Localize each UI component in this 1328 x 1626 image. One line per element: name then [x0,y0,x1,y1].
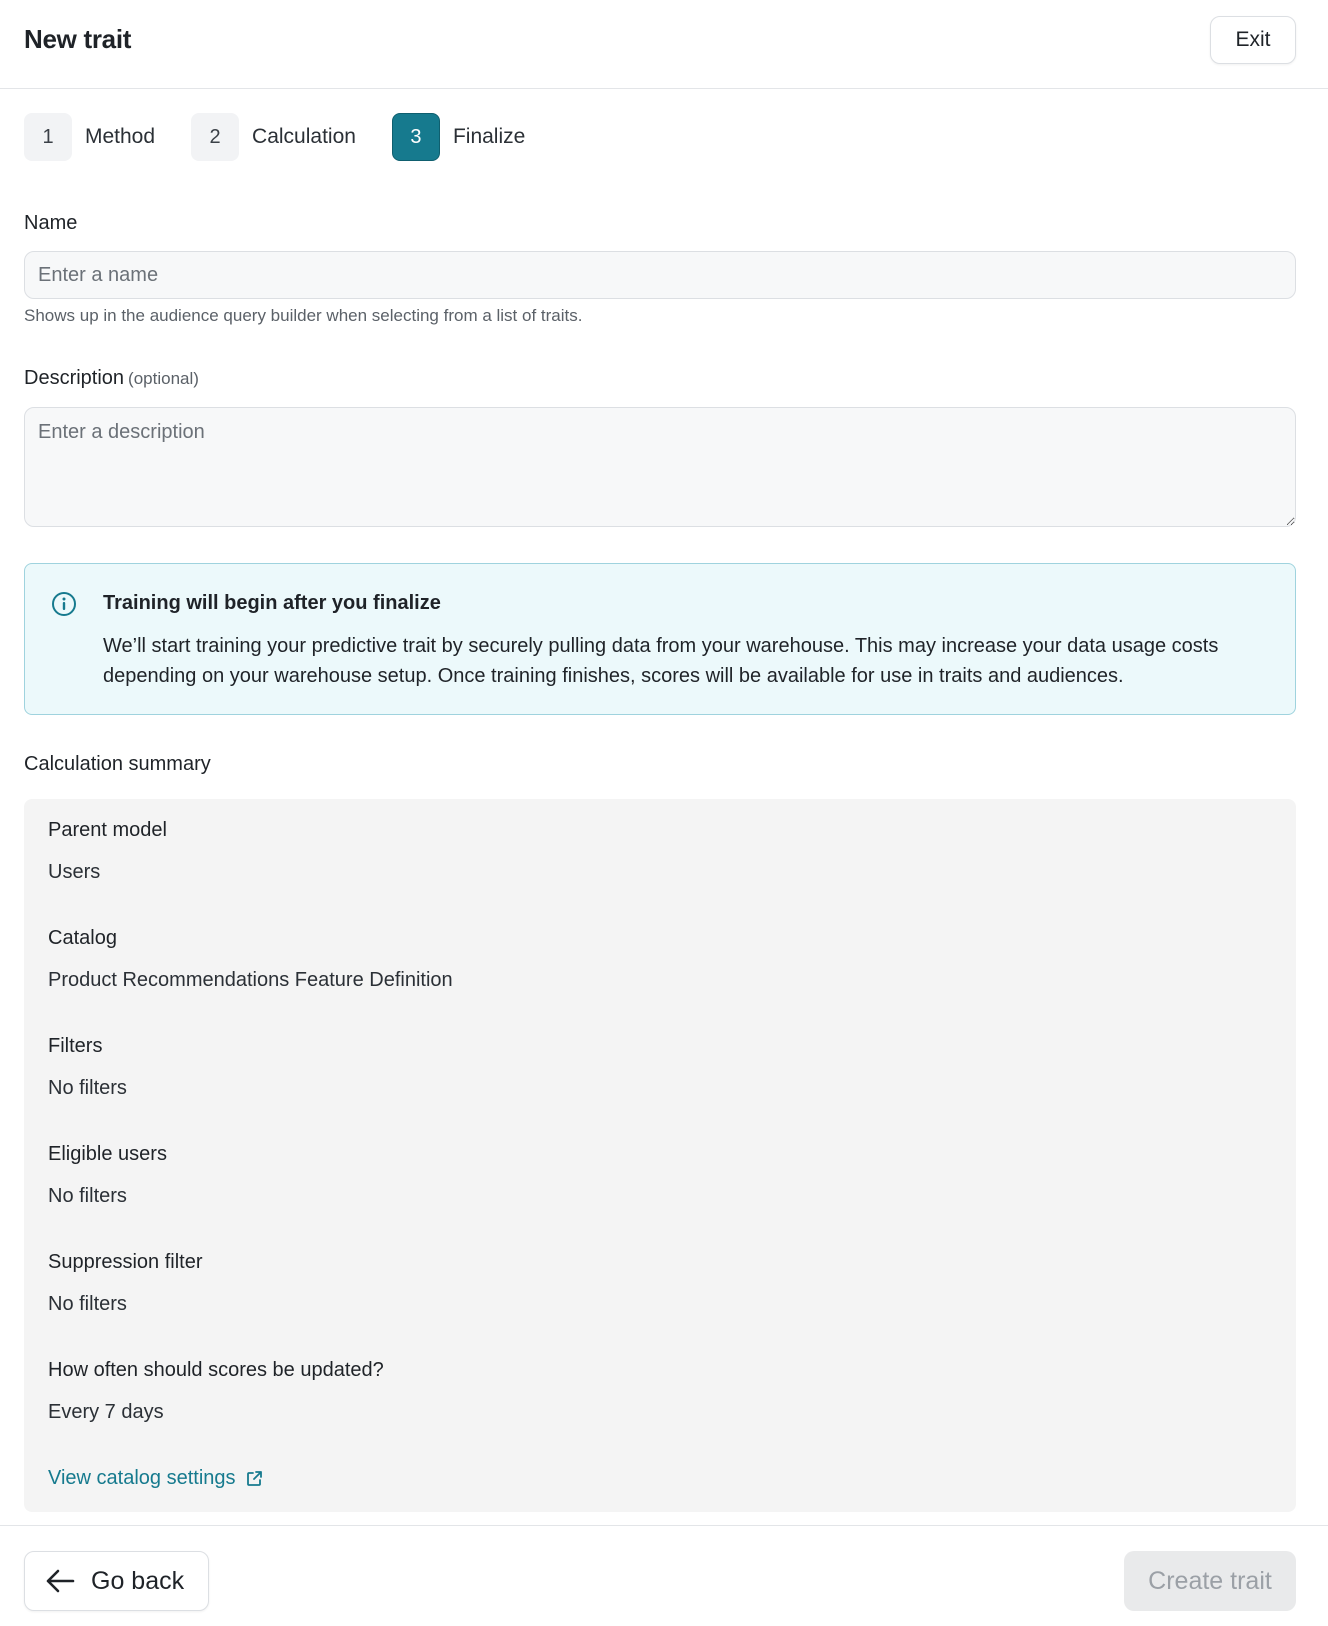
go-back-button[interactable] [24,1551,209,1611]
step-calculation[interactable] [191,113,356,161]
page-header [0,0,1328,89]
link-label: View catalog settings [48,1467,236,1489]
info-icon [51,591,77,617]
exit-button[interactable]: Exit [1210,16,1296,64]
step-method[interactable] [24,113,155,161]
step-label: Method [85,125,156,148]
optional-tag: (optional) [128,369,199,388]
name-help-text: Shows up in the audience query builder when selecting from a list of traits. [24,306,583,325]
summary-value: No filters [48,1077,127,1099]
summary-key: Suppression filter [48,1251,203,1273]
step-label: Finalize [452,125,526,148]
step-finalize[interactable] [392,113,525,161]
step-number-active: 3 [392,113,440,161]
summary-value: No filters [48,1293,127,1315]
summary-key: Eligible users [48,1143,167,1165]
description-textarea[interactable] [24,407,1296,527]
summary-eligible-users [48,1143,167,1208]
callout-title: Training will begin after you finalize [103,592,441,614]
name-input[interactable] [24,251,1296,299]
callout-body: We’ll start training your predictive trait by securely pulling data from your warehouse. This may increase your data usage costs depending on your warehouse setup. Once training finishes, scores will be available for use in traits and audiences. [103,635,1219,687]
summary-value: Every 7 days [48,1401,164,1423]
summary-catalog [48,927,453,992]
step-number: 2 [191,113,239,161]
summary-parent-model [48,819,167,884]
summary-key: How often should scores be updated? [48,1359,384,1381]
info-callout [24,563,1296,715]
view-catalog-settings-link[interactable] [48,1467,263,1490]
summary-value: Product Recommendations Feature Definition [48,969,453,991]
summary-key: Catalog [48,927,117,949]
arrow-left-icon [45,1568,75,1594]
go-back-label: Go back [91,1566,185,1595]
summary-suppression-filter [48,1251,203,1316]
description-label [24,367,199,390]
summary-value: No filters [48,1185,127,1207]
summary-key: Filters [48,1035,103,1057]
summary-value: Users [48,861,101,883]
stepper [24,113,561,161]
page-footer [0,1525,1328,1626]
summary-heading: Calculation summary [24,753,211,775]
summary-update-frequency [48,1359,384,1424]
external-link-icon [245,1470,263,1488]
calculation-summary-panel [24,799,1296,1512]
step-label: Calculation [252,125,356,148]
create-trait-button[interactable]: Create trait [1124,1551,1296,1611]
step-number: 1 [24,113,72,161]
description-label-text: Description [24,367,125,389]
name-label: Name [24,212,78,234]
summary-key: Parent model [48,819,167,841]
summary-filters [48,1035,127,1100]
page-title: New trait [24,24,132,54]
